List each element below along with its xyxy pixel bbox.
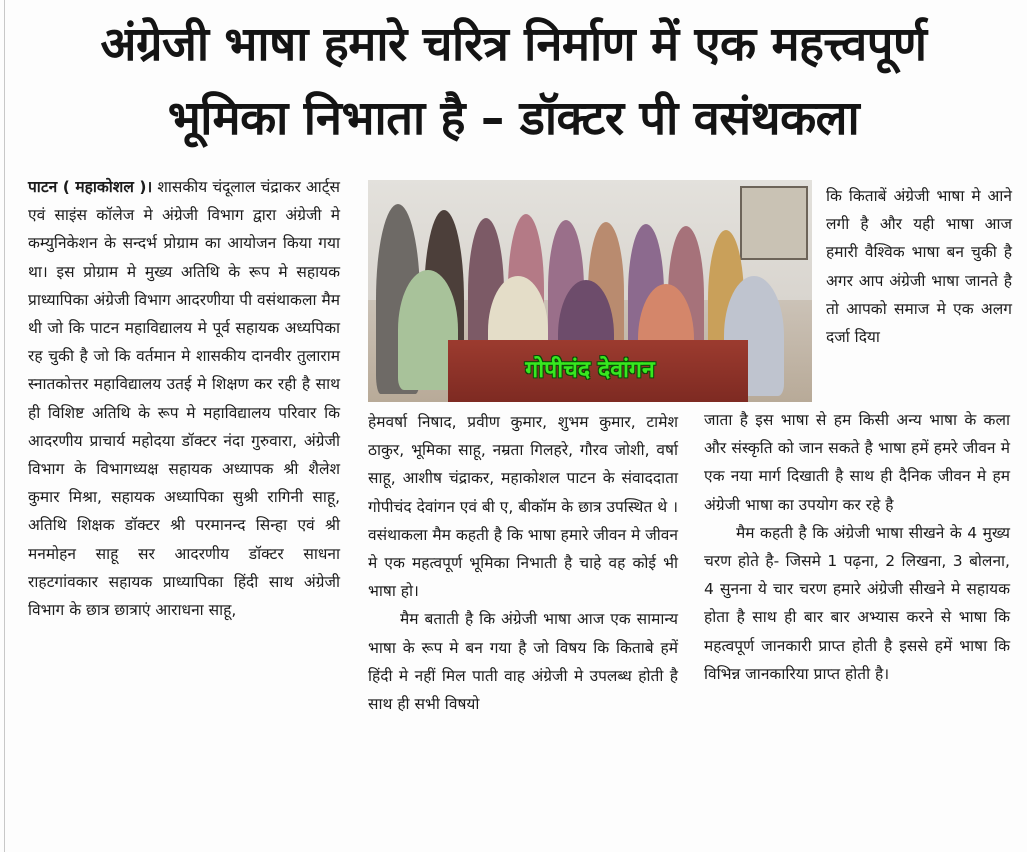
article-column-3-top (826, 182, 1012, 351)
column-1-text: शासकीय चंदूलाल चंद्राकर आर्ट्स एवं साइंस कॉलेज मे अंग्रेजी विभाग द्वारा अंग्रेजी मे कम्युनिकेशन के सन्दर्भ प्रोग्राम का आयोजन किया गया था। इस प्रोग्राम मे मुख्य अतिथि के रूप मे सहायक प्राध्यापिका अंग्रेजी विभाग आदरणीया पी वसंथाकला मैम थी जो कि पाटन महाविद्यालय मे पूर्व सहायक अध्यपिका रह चुकी है जो कि वर्तमान मे शासकीय दानवीर तुलाराम स्नातकोत्तर महाविद्यालय उतई मे शिक्षण कर रही है साथ ही विशिष्ट अतिथि के रूप मे महाविद्यालय परिवार कि आदरणीय प्राचार्य महोदया डॉक्टर नंदा गुरुवारा, अंग्रेजी विभाग के विभागध्यक्ष सहायक अध्यापक श्री शैलेश कुमार मिश्रा, सहायक अध्यापिका सुश्री रागिनी साहू, अतिथि शिक्षक डॉक्टर श्री परमानन्द सिन्हा एवं श्री मनमोहन साहू सर आदरणीय डॉक्टर साधना राहटगांवकार सहायक प्राध्यापिका हिंदी साथ अंग्रेजी विभाग के छात्र छात्राएं आराधना साहू, (28, 178, 340, 620)
group-photo (368, 180, 812, 402)
article-column-2 (368, 408, 678, 718)
column-2-paragraph-1: हेमवर्षा निषाद, प्रवीण कुमार, शुभम कुमार, टामेश ठाकुर, भूमिका साहू, नम्रता गिलहरे, गौरव जोशी, वर्षा साहू, आशीष चंद्राकर, महाकोशल पाटन के संवाददाता गोपीचंद देवांगन एवं बी ए, बीकॉम के छात्र उपस्थित थे । वसंथाकला मैम कहती है कि भाषा हमारे जीवन मे जीवन मे एक महत्वपूर्ण भूमिका निभाती है चाहे वह कोई भी भाषा हो। (368, 413, 678, 601)
column-3-top-text: कि किताबें अंग्रेजी भाषा मे आने लगी है और यही भाषा आज हमारी वैश्विक भाषा बन चुकी है अगर आप अंग्रेजी भाषा जानते है तो आपको समाज मे एक अलग दर्जा दिया (826, 187, 1012, 347)
dateline: पाटन ( महाकोशल )। (28, 178, 153, 196)
headline (20, 8, 1007, 156)
page-edge-rule (4, 0, 5, 852)
column-2-paragraph-2: मैम बताती है कि अंग्रेजी भाषा आज एक सामान्य भाषा के रूप मे बन गया है जो विषय कि किताबे हमें हिंदी मे नहीं मिल पाती वाह अंग्रेजी मे उपलब्ध होती है साथ ही सभी विषयो (368, 610, 678, 714)
photo-notice-board (740, 186, 808, 260)
headline-line-2: भूमिका निभाता है – डॉक्टर पी वसंथकला (167, 91, 860, 146)
photo-caption: गोपीचंद देवांगन (525, 357, 655, 383)
column-3-paragraph-1: जाता है इस भाषा से हम किसी अन्य भाषा के कला और संस्कृति को जान सकते है भाषा हमें हमरे जीवन मे एक नया मार्ग दिखाती है साथ ही दैनिक जीवन मे हम अंग्रेजी भाषा का उपयोग कर रहे है (704, 411, 1010, 514)
column-3-paragraph-2: मैम कहती है कि अंग्रेजी भाषा सीखने के 4 मुख्य चरण होते है- जिसमे 1 पढ़ना, 2 लिखना, 3 बोलना, 4 सुनना ये चार चरण हमारे अंग्रेजी सीखने मे सहायक होता है साथ ही बार बार अभ्यास करने से भाषा कि महत्वपूर्ण जानकारी प्राप्त होती है इससे हमें भाषा कि विभिन्न जानकारिया प्राप्त होती है। (704, 523, 1010, 683)
headline-line-1: अंग्रेजी भाषा हमारे चरित्र निर्माण में एक महत्त्वपूर्ण (100, 17, 927, 72)
article-column-3 (704, 406, 1010, 688)
article-column-1 (28, 173, 340, 624)
